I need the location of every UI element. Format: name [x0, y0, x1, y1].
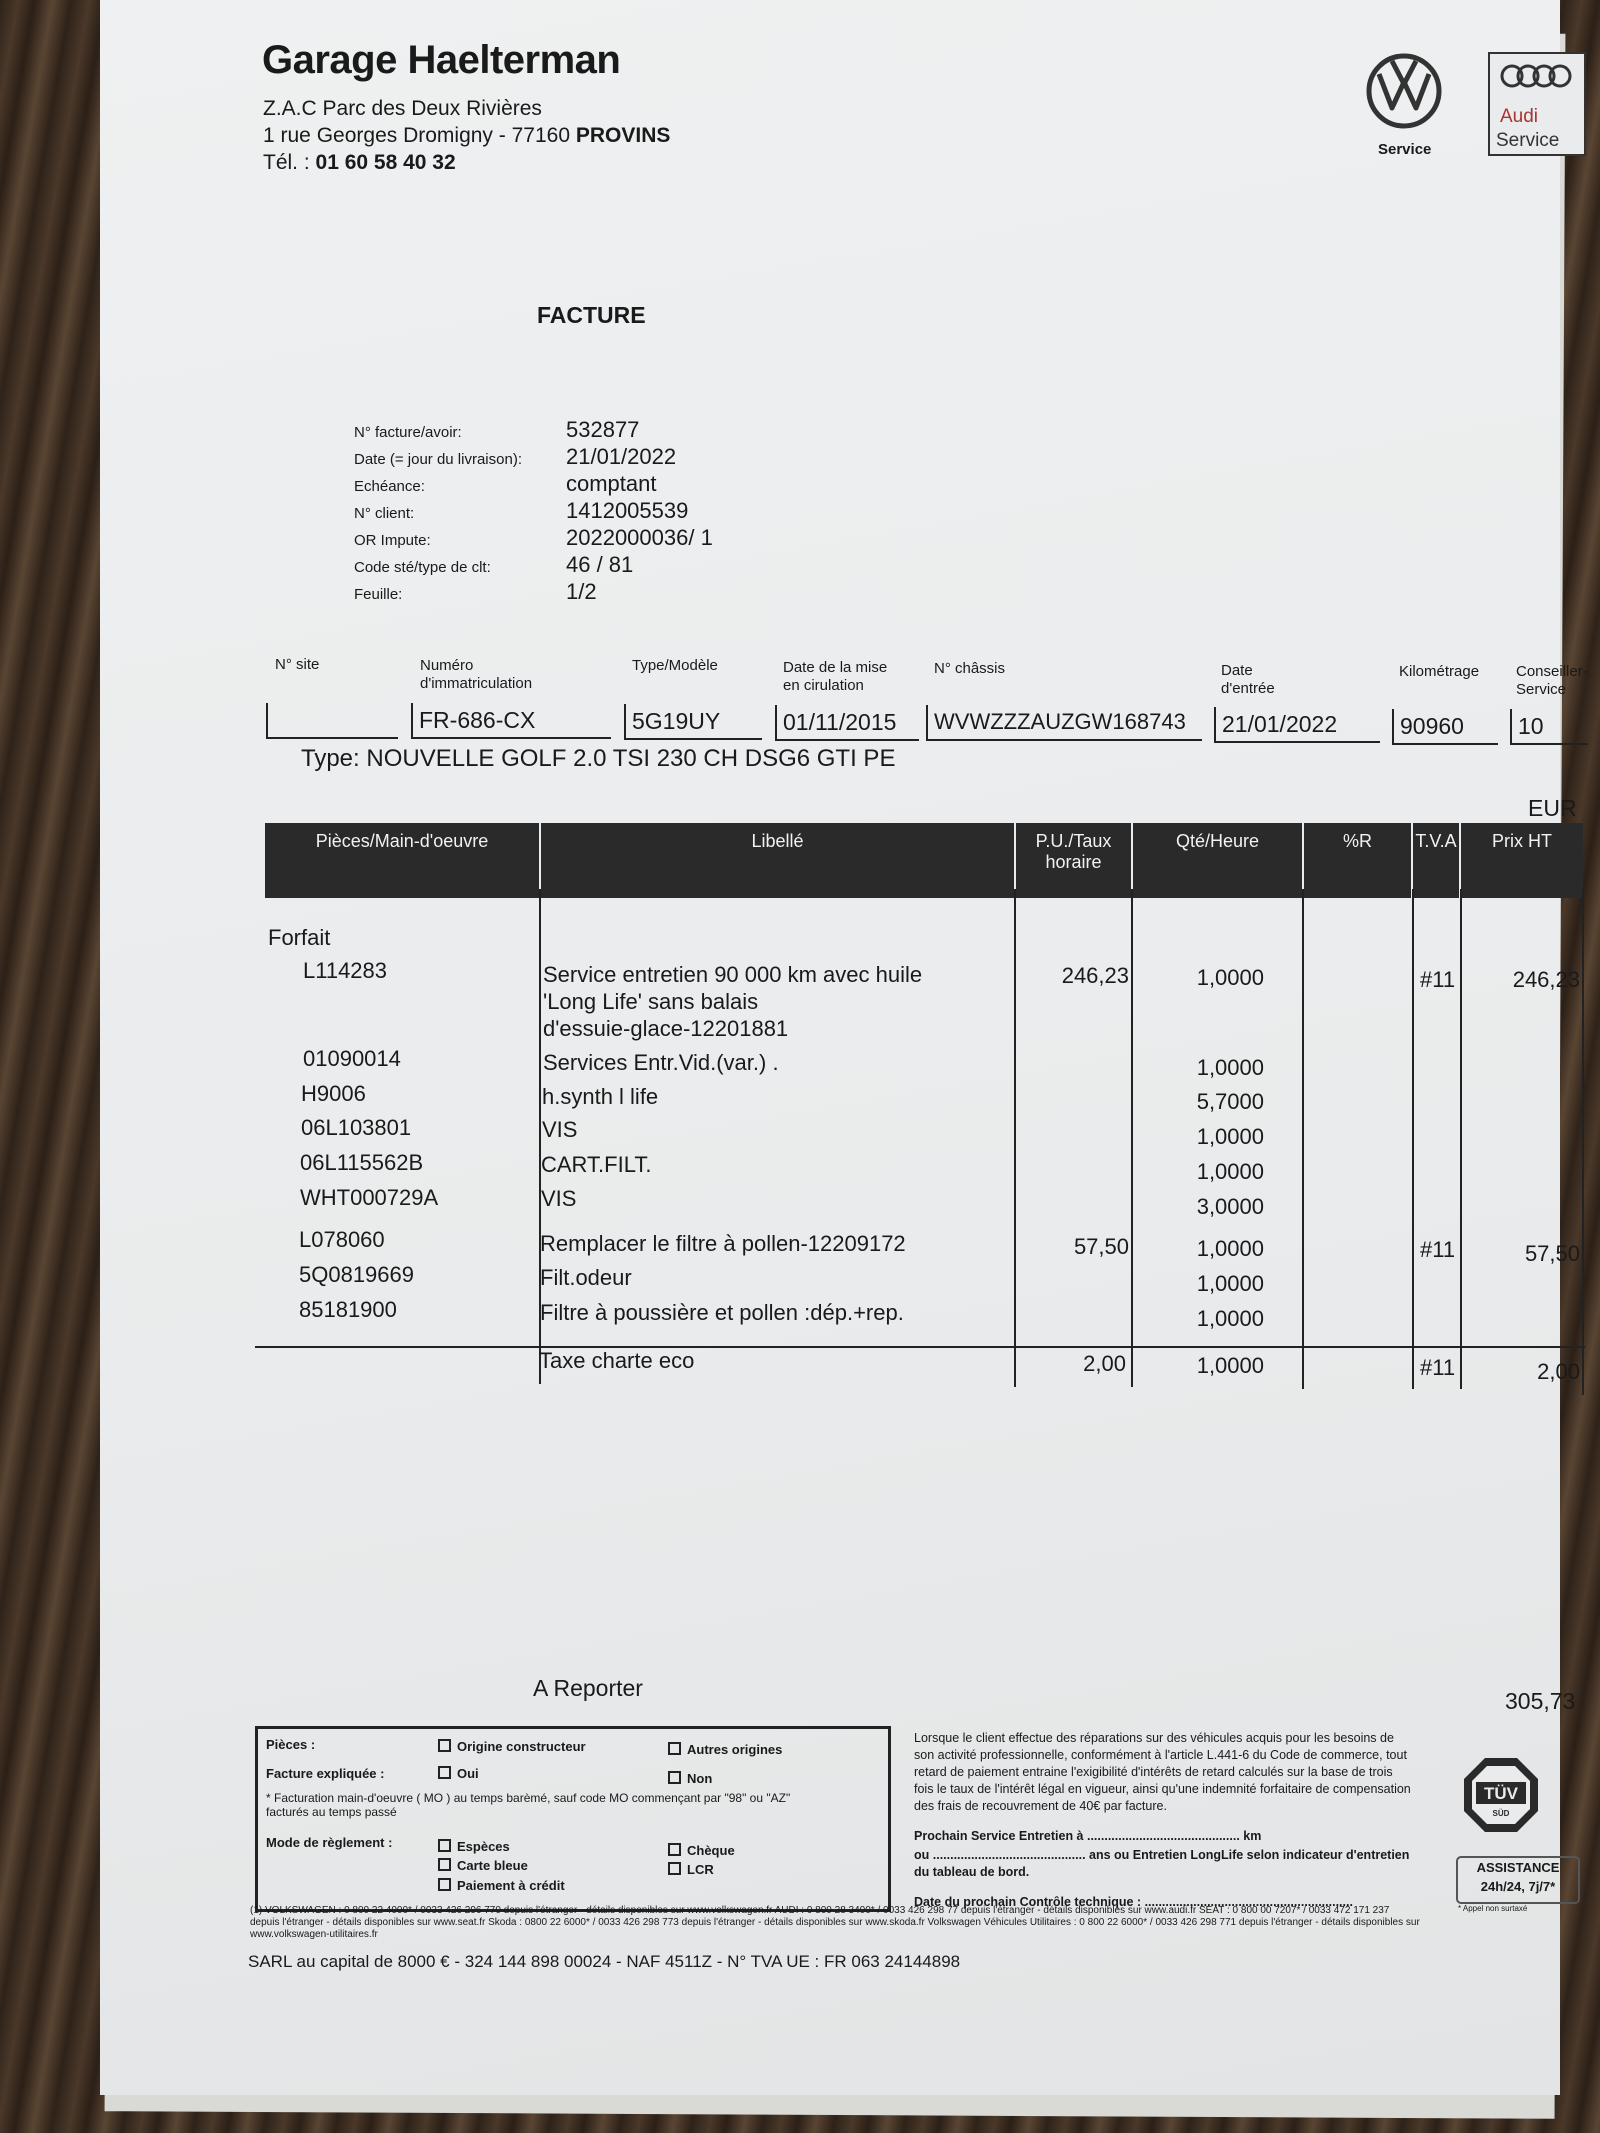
- audi-rings-icon: [1498, 62, 1576, 90]
- oui-option: Oui: [438, 1766, 479, 1781]
- mode-reglement-label: Mode de règlement :: [266, 1835, 393, 1850]
- conseiller-value: 10: [1510, 709, 1588, 745]
- info-label: Feuille:: [354, 586, 403, 603]
- line-code: 85181900: [299, 1297, 397, 1322]
- column-separator: [1412, 889, 1414, 1389]
- info-label: Code sté/type de clt:: [354, 559, 491, 576]
- assistance-badge: ASSISTANCE 24h/24, 7j/7*: [1456, 1856, 1580, 1904]
- vw-service-label: Service: [1378, 141, 1432, 158]
- tax-line-qte: 1,0000: [1196, 1353, 1264, 1378]
- column-separator: [1302, 889, 1304, 1389]
- line-qte: 1,0000: [1196, 1124, 1264, 1149]
- mec-value: 01/11/2015: [775, 705, 919, 741]
- tax-line-prix: 2,00: [1537, 1359, 1580, 1384]
- non-option: Non: [668, 1771, 712, 1786]
- column-separator: [1014, 889, 1016, 1387]
- line-pu: 57,50: [1073, 1234, 1129, 1259]
- a-reporter-label: A Reporter: [533, 1675, 643, 1701]
- line-qte: 1,0000: [1196, 1306, 1264, 1331]
- tax-line-pu: 2,00: [1083, 1351, 1126, 1376]
- audi-service-label: Service: [1496, 130, 1560, 151]
- especes-option: Espèces: [438, 1839, 510, 1854]
- line-qte: 5,7000: [1196, 1089, 1264, 1114]
- tax-line-tva: #11: [1420, 1355, 1456, 1380]
- cheque-option: Chèque: [668, 1843, 735, 1858]
- prochain-service-line2: ou ............................................ ans ou Entretien LongLife selon indicateur d'entretien du tableau de bord.: [914, 1848, 1410, 1879]
- payment-box: [255, 1726, 891, 1912]
- site-value: [266, 703, 398, 739]
- a-reporter-value: 305,73: [1505, 1688, 1576, 1714]
- tuv-text: TÜV: [1484, 1784, 1518, 1803]
- mo-note: * Facturation main-d'oeuvre ( MO ) au temps barèmé, sauf code MO commençant par "98" ou "AZ" facturés au temps passé: [266, 1791, 791, 1819]
- line-tva: #11: [1420, 967, 1456, 992]
- audi-label: Audi: [1500, 106, 1539, 127]
- checkbox-icon: [438, 1878, 451, 1891]
- garage-address-2: 1 rue Georges Dromigny - 77160 PROVINS: [263, 124, 671, 147]
- line-libelle: Filt.odeur: [540, 1265, 632, 1290]
- garage-phone: Tél. : 01 60 58 40 32: [263, 151, 456, 174]
- invoice-sheet: [100, 0, 1588, 2095]
- appel-note: * Appel non surtaxé: [1458, 1904, 1528, 1913]
- header-pu: P.U./Taux horaire: [1015, 823, 1132, 898]
- info-value: 1412005539: [566, 498, 689, 523]
- line-qte: 3,0000: [1196, 1194, 1264, 1219]
- line-code: 06L115562B: [300, 1150, 424, 1175]
- line-libelle: VIS: [541, 1186, 577, 1211]
- entree-label: Date d'entrée: [1221, 662, 1275, 697]
- pieces-label: Pièces :: [266, 1737, 316, 1752]
- tuv-sub-text: SÜD: [1492, 1809, 1510, 1818]
- invoice-lines-header: [265, 823, 1583, 898]
- line-code: 06L103801: [301, 1115, 412, 1140]
- tuv-badge-icon: [1462, 1756, 1540, 1834]
- currency-label: EUR: [1528, 795, 1577, 821]
- line-qte: 1,0000: [1196, 1236, 1264, 1261]
- line-qte: 1,0000: [1196, 1055, 1264, 1080]
- credit-option: Paiement à crédit: [438, 1878, 565, 1893]
- header-remise: %R: [1303, 823, 1412, 898]
- garage-address-1: Z.A.C Parc des Deux Rivières: [263, 97, 542, 120]
- line-libelle: Remplacer le filtre à pollen-12209172: [540, 1231, 906, 1256]
- line-code: H9006: [301, 1081, 366, 1106]
- controle-technique: Date du prochain Contrôle technique : ............................................................: [914, 1895, 1353, 1909]
- immat-label: Numéro d'immatriculation: [420, 657, 533, 692]
- info-label: N° facture/avoir:: [354, 424, 462, 441]
- km-value: 90960: [1392, 709, 1498, 745]
- header-pieces: Pièces/Main-d'oeuvre: [265, 823, 540, 898]
- line-libelle: CART.FILT.: [541, 1152, 652, 1177]
- info-value: 21/01/2022: [566, 444, 677, 469]
- company-legal-footer: SARL au capital de 8000 € - 324 144 898 00024 - NAF 4511Z - N° TVA UE : FR 063 24144898: [248, 1952, 961, 1971]
- line-code: WHT000729A: [300, 1185, 439, 1210]
- header-qte: Qté/Heure: [1132, 823, 1303, 898]
- audi-service-logo: [1488, 52, 1586, 156]
- prochain-service: Prochain Service Entretien à ............................................ km: [914, 1829, 1262, 1843]
- entree-value: 21/01/2022: [1214, 707, 1380, 743]
- line-code: L078060: [299, 1227, 385, 1252]
- line-code: L114283: [303, 958, 388, 983]
- column-separator: [1582, 889, 1584, 1395]
- site-label: N° site: [275, 656, 320, 673]
- info-value: 46 / 81: [566, 552, 634, 577]
- header-tva: T.V.A: [1412, 823, 1460, 898]
- checkbox-icon: [668, 1843, 681, 1856]
- km-label: Kilométrage: [1399, 663, 1480, 680]
- info-value: comptant: [566, 471, 657, 496]
- line-code: 5Q0819669: [299, 1262, 414, 1287]
- garage-name: Garage Haelterman: [262, 38, 621, 82]
- line-libelle: Filtre à poussière et pollen :dép.+rep.: [540, 1300, 904, 1325]
- line-tva: #11: [1420, 1237, 1456, 1262]
- mec-label: Date de la mise en cirulation: [783, 659, 888, 694]
- info-label: N° client:: [354, 505, 415, 522]
- line-qte: 1,0000: [1196, 1159, 1264, 1184]
- header-prix: Prix HT: [1460, 823, 1583, 898]
- conseiller-label: Conseiller- Service: [1516, 663, 1588, 698]
- checkbox-icon: [438, 1858, 451, 1871]
- facture-expliquee-label: Facture expliquée :: [266, 1766, 385, 1781]
- info-value: 1/2: [566, 579, 597, 604]
- immat-value: FR-686-CX: [411, 703, 611, 739]
- brand-contacts-fine-print: (1) VOLKSWAGEN : 0 800 22 4000* / 0033 426 296 770 depuis l'étranger - détails disponibles sur www.volkswagen.fr AUDI : 0 800 28 3400* / 0033 426 298 77 depuis l'étranger - détails disponibles sur www.audi.fr SEAT : 0 800 00 7207* / 0033 472 171 237 depuis l'étranger - détails disponibles sur www.seat.fr Skoda : 0800 22 6000* / 0033 426 298 773 depuis l'étranger - détails disponibles sur www.skoda.fr Volkswagen Véhicules Utilitaires : 0 800 22 6000* / 0033 426 298 771 depuis l'étranger - détails disponibles sur www.volkswagen-utilitaires.fr: [250, 1905, 1420, 1940]
- column-separator: [1460, 889, 1462, 1389]
- checkbox-icon: [438, 1739, 451, 1752]
- group-label: Forfait: [268, 925, 331, 950]
- info-label: Date (= jour du livraison):: [354, 451, 522, 468]
- tax-line-separator: [255, 1346, 1585, 1348]
- column-separator: [1131, 889, 1133, 1387]
- vehicle-type: Type: NOUVELLE GOLF 2.0 TSI 230 CH DSG6 GTI PE: [301, 745, 896, 772]
- origine-constructeur: Origine constructeur: [438, 1739, 586, 1754]
- line-prix: 57,50: [1524, 1241, 1580, 1266]
- line-prix: 246,23: [1512, 967, 1580, 992]
- line-libelle: h.synth l life: [542, 1084, 659, 1109]
- tax-line-libelle: Taxe charte eco: [539, 1348, 695, 1373]
- line-qte: 1,0000: [1196, 965, 1264, 990]
- type-model-label: Type/Modèle: [632, 657, 718, 674]
- checkbox-icon: [668, 1862, 681, 1875]
- info-value: 532877: [566, 417, 640, 442]
- vw-logo-icon: [1365, 52, 1443, 130]
- info-label: OR Impute:: [354, 532, 431, 549]
- line-code: 01090014: [303, 1046, 401, 1071]
- line-pu: 246,23: [1061, 963, 1129, 988]
- chassis-label: N° châssis: [934, 660, 1006, 677]
- info-value: 2022000036/ 1: [566, 525, 713, 550]
- lcr-option: LCR: [668, 1862, 714, 1877]
- carte-option: Carte bleue: [438, 1858, 528, 1873]
- chassis-value: WVWZZZAUZGW168743: [926, 705, 1202, 741]
- type-model-value: 5G19UY: [624, 704, 762, 740]
- line-libelle: Services Entr.Vid.(var.) .: [543, 1050, 779, 1075]
- checkbox-icon: [438, 1839, 451, 1852]
- line-libelle: VIS: [542, 1117, 578, 1142]
- header-libelle: Libellé: [540, 823, 1015, 898]
- autres-origines: Autres origines: [668, 1742, 782, 1757]
- checkbox-icon: [438, 1766, 451, 1779]
- checkbox-icon: [668, 1742, 681, 1755]
- info-label: Echéance:: [354, 478, 425, 495]
- line-libelle: Service entretien 90 000 km avec huile 'Long Life' sans balais d'essuie-glace-12201881: [543, 962, 923, 1041]
- legal-paragraph: Lorsque le client effectue des réparations sur des véhicules acquis pour les besoins de son activité professionnelle, conformément à l'article L.441-6 du Code de commerce, tout retard de paiement entraine l'exigibilité d'intérêts de retard calculés sur la base de trois fois le taux de l'intérêt légal en vigueur, ainsi qu'une indemnité forfaitaire de compensation des frais de recouvrement de 40€ par facture.: [914, 1731, 1411, 1813]
- checkbox-icon: [668, 1771, 681, 1784]
- line-qte: 1,0000: [1196, 1271, 1264, 1296]
- document-title: FACTURE: [537, 302, 646, 328]
